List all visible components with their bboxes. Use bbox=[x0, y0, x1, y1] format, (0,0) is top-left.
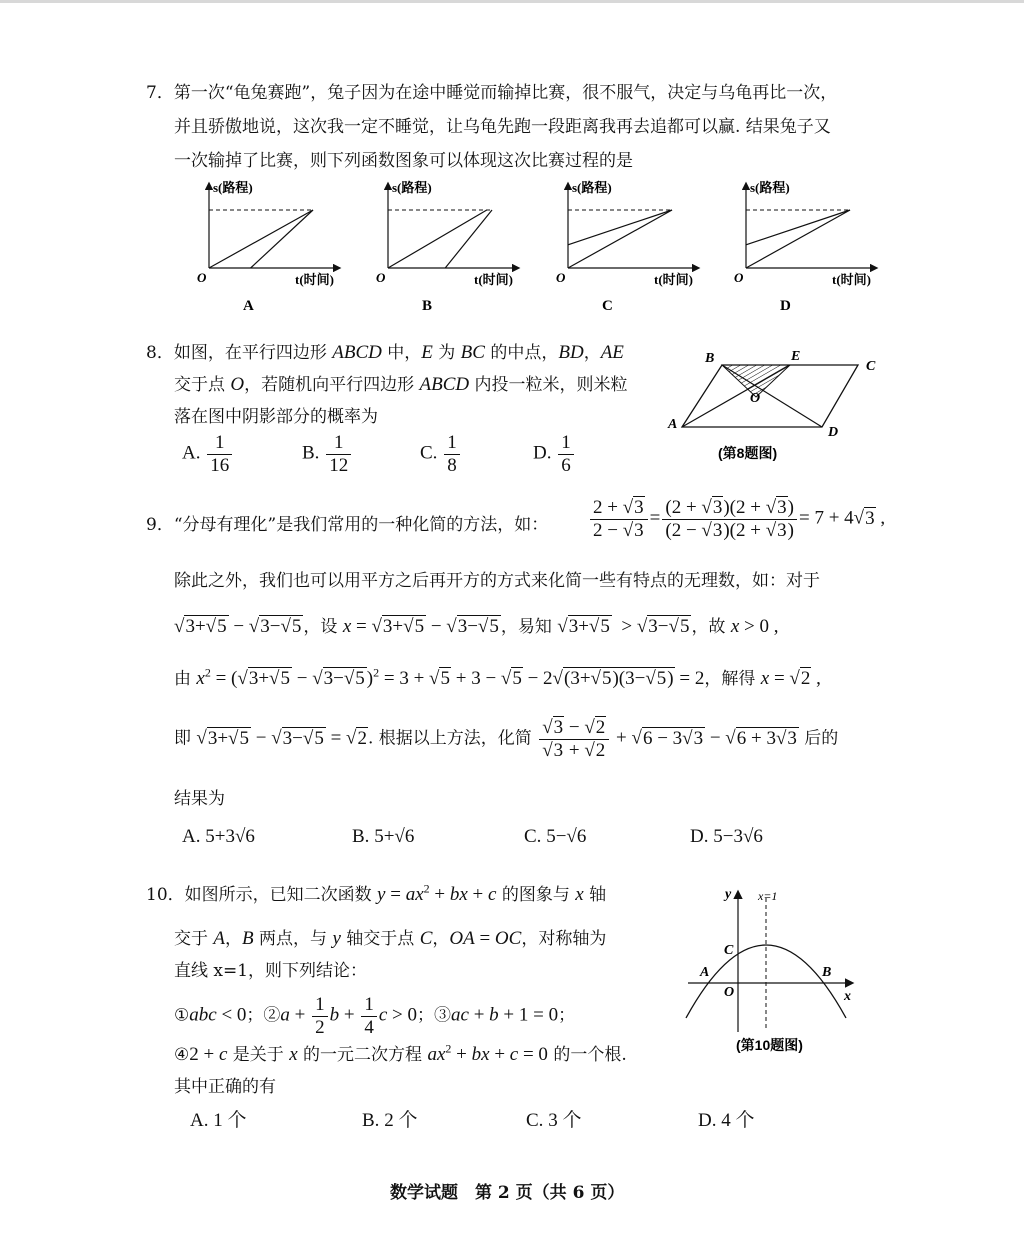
q9-text: “分母有理化”是我们常用的一种化简的方法，如： bbox=[173, 515, 549, 535]
q8-var: BD bbox=[558, 342, 584, 363]
y-axis-label: s(路程) bbox=[750, 180, 790, 195]
x-axis-label: t(时间) bbox=[295, 272, 334, 287]
q10-text: ，对称轴为 bbox=[521, 929, 607, 949]
x-axis-label: t(时间) bbox=[832, 272, 871, 287]
q8-var: BC bbox=[460, 342, 485, 363]
denominator: 12 bbox=[329, 454, 349, 476]
q10-text: ；② bbox=[246, 1005, 281, 1026]
q8-number: 8． bbox=[146, 343, 174, 363]
q9-number: 9． bbox=[146, 515, 174, 535]
origin-label: O bbox=[556, 270, 566, 285]
option-value: 5−3√6 bbox=[713, 826, 763, 847]
q9-line4: 由 $x^2 = (√3+√5 - √3-√5$ )$^2$ = 3 + √5 + 3 − √5 − 2√(3+√5)(3−√5) = 2，解得 x = √2 , bbox=[174, 665, 821, 689]
label-x-equals-1: x=1 bbox=[758, 889, 778, 903]
q9-line5: 即 √3+√5 − √3−√5 = √2. 根据以上方法，化简 $\frac{√3 - √2}{√3 + √2}$ + √6 − 3√3 − √6 + 3√3 后的 bbox=[174, 717, 839, 761]
q8-line1 bbox=[146, 338, 624, 364]
q10-text: ；③ bbox=[417, 1005, 451, 1026]
q10-conclusion-4: ④2 + c 是关于 x 的一元二次方程 $ax^2$ + bx + c = 0 的一个根. bbox=[174, 1041, 627, 1065]
q10-line1: 10．如图所示，已知二次函数 $y = ax^2$ + bx + c 的图象与 x 轴 bbox=[146, 881, 607, 905]
q9-line1 bbox=[146, 510, 548, 535]
q7-graph-a bbox=[193, 178, 353, 318]
q9-option-d bbox=[690, 826, 763, 848]
q9-line2: 除此之外，我们也可以用平方之后再开方的方式来化简一些有特点的无理数，如：对于 bbox=[174, 571, 820, 591]
q10-text: ① bbox=[174, 1005, 190, 1026]
option-letter: C. bbox=[420, 442, 438, 464]
q10-text: 的一元二次方程 bbox=[297, 1045, 428, 1065]
option-letter: A. bbox=[182, 442, 201, 464]
option-value: 5+√6 bbox=[374, 826, 415, 847]
option-value: 1 个 bbox=[213, 1110, 247, 1131]
y-axis-label: s(路程) bbox=[392, 180, 432, 195]
q8-text: ，若随机向平行四边形 bbox=[244, 375, 420, 395]
q10-line3: 直线 x=1，则下列结论： bbox=[174, 961, 368, 981]
q8-text: 如图，在平行四边形 bbox=[173, 343, 333, 363]
q9-option-b bbox=[352, 826, 414, 848]
label-b: B bbox=[822, 965, 832, 980]
q9-line6: 结果为 bbox=[174, 789, 225, 809]
q10-text: 轴 bbox=[583, 885, 607, 905]
numerator: 1 bbox=[558, 432, 574, 455]
option-letter: B. bbox=[302, 442, 320, 464]
option-letter: C. bbox=[524, 826, 542, 847]
option-letter: D. bbox=[533, 442, 552, 464]
q8-parallelogram-figure bbox=[660, 342, 890, 467]
label-y: y bbox=[725, 887, 732, 902]
option-value: 3 个 bbox=[548, 1110, 582, 1131]
x-axis-label: t(时间) bbox=[654, 272, 693, 287]
label-e: E bbox=[791, 349, 801, 364]
q8-text: 中， bbox=[381, 343, 422, 363]
q8-text: 交于点 bbox=[174, 375, 231, 395]
q10-option-d bbox=[698, 1105, 755, 1132]
q10-parabola-figure bbox=[680, 880, 860, 1060]
option-value: 5+3√6 bbox=[205, 826, 255, 847]
q10-text: 两点，与 bbox=[253, 929, 333, 949]
q9-text: 由 bbox=[174, 669, 197, 689]
option-letter: D. bbox=[690, 826, 709, 847]
option-value: 4 个 bbox=[721, 1110, 755, 1131]
q9-text: ，易知 bbox=[500, 617, 558, 637]
y-axis-label: s(路程) bbox=[572, 180, 612, 195]
option-label: C bbox=[602, 298, 613, 314]
q7-graph-d bbox=[730, 178, 890, 318]
graph-line-2 bbox=[445, 210, 492, 268]
q7-line1 bbox=[146, 78, 837, 103]
label-c: C bbox=[866, 359, 876, 374]
label-o: O bbox=[750, 391, 761, 406]
q10-option-c bbox=[526, 1105, 581, 1132]
numerator: 1 bbox=[326, 432, 351, 455]
denominator: 6 bbox=[561, 454, 571, 476]
q8-var: AE bbox=[600, 342, 624, 363]
q10-text: 是关于 bbox=[227, 1045, 290, 1065]
q7-graph-b bbox=[372, 178, 532, 318]
q8-var: ABCD bbox=[332, 342, 382, 363]
option-letter: A. bbox=[190, 1110, 209, 1131]
label-b: B bbox=[705, 351, 715, 366]
option-value: 5−√6 bbox=[546, 826, 587, 847]
q7-graph-c bbox=[552, 178, 712, 318]
q10-text: 如图所示，已知二次函数 bbox=[184, 885, 378, 905]
q10-number: 10． bbox=[146, 885, 185, 905]
q9-option-c bbox=[524, 826, 586, 848]
y-axis-label: s(路程) bbox=[213, 180, 253, 195]
q10-line6: 其中正确的有 bbox=[174, 1077, 276, 1097]
q7-text-1: 第一次“龟兔赛跑”，兔子因为在途中睡觉而输掉比赛，很不服气，决定与乌龟再比一次， bbox=[173, 83, 838, 103]
q9-text: ，设 bbox=[303, 617, 343, 637]
label-o: O bbox=[724, 985, 735, 1000]
q10-text: ④ bbox=[174, 1045, 190, 1065]
fraction bbox=[326, 432, 351, 477]
option-label: B bbox=[422, 298, 433, 314]
option-label: A bbox=[243, 298, 254, 314]
q8-text: ， bbox=[583, 343, 601, 363]
option-value: 2 个 bbox=[384, 1110, 418, 1131]
q9-text: ，故 bbox=[691, 617, 731, 637]
label-d: D bbox=[828, 425, 839, 440]
q8-var: E bbox=[421, 342, 433, 363]
origin-label: O bbox=[376, 270, 386, 285]
q9-option-a bbox=[182, 826, 255, 848]
q7-line3: 一次输掉了比赛，则下列函数图象可以体现这次比赛过程的是 bbox=[174, 151, 633, 171]
q10-line2: 交于 A，B 两点，与 y 轴交于点 C，OA = OC，对称轴为 bbox=[174, 928, 607, 949]
fraction bbox=[207, 432, 232, 477]
origin-label: O bbox=[197, 270, 207, 285]
origin-label: O bbox=[734, 270, 744, 285]
q8-var: O bbox=[230, 374, 245, 395]
top-border bbox=[0, 0, 1024, 3]
graph-line-1 bbox=[388, 210, 487, 268]
q9-text: 后的 bbox=[798, 728, 839, 749]
label-a: A bbox=[700, 965, 710, 980]
q9-line3: √3+√5 − √3−√5 ，设 x = √3+√5 − √3−√5 ，易知 √3+√5 > √3−√5 ，故 x > 0 , bbox=[174, 616, 779, 637]
q10-text: 轴交于点 bbox=[340, 929, 420, 949]
label-x: x bbox=[844, 989, 851, 1004]
q9-text: 即 bbox=[174, 728, 197, 749]
option-letter: B. bbox=[352, 826, 370, 847]
label-a: A bbox=[668, 417, 678, 432]
option-label: D bbox=[780, 298, 791, 314]
q8-option-a bbox=[182, 432, 234, 477]
q8-text: 为 bbox=[432, 343, 461, 363]
figure-caption: (第10题图) bbox=[736, 1037, 803, 1053]
denominator: 16 bbox=[210, 454, 230, 476]
option-letter: A. bbox=[182, 826, 201, 847]
fraction bbox=[444, 432, 460, 477]
q8-option-b bbox=[302, 432, 353, 477]
label-c: C bbox=[724, 943, 734, 958]
q10-option-a bbox=[190, 1105, 247, 1132]
q8-line2 bbox=[174, 370, 628, 396]
figure-caption: (第8题图) bbox=[718, 445, 778, 461]
numerator: 1 bbox=[444, 432, 460, 455]
option-letter: D. bbox=[698, 1110, 717, 1131]
q7-number: 7． bbox=[146, 83, 174, 103]
q10-text: 交于 bbox=[174, 929, 214, 949]
q8-line3: 落在图中阴影部分的概率为 bbox=[174, 407, 378, 427]
graph-line-1 bbox=[209, 210, 313, 268]
option-letter: C. bbox=[526, 1110, 544, 1131]
q8-var: ABCD bbox=[419, 374, 470, 395]
numerator: 1 bbox=[207, 432, 232, 455]
q9-text: ，解得 bbox=[704, 669, 761, 689]
q7-line2: 并且骄傲地说，这次我一定不睡觉，让乌龟先跑一段距离我再去追都可以赢. 结果兔子又 bbox=[174, 117, 831, 137]
x-axis-label: t(时间) bbox=[474, 272, 513, 287]
q10-conclusions-1-3: ①abc < 0；②a + $\frac{1}{2}$ b + $\frac{1}{4}$ c > 0；③ac + b + 1 = 0； bbox=[174, 994, 576, 1038]
q8-option-d bbox=[533, 432, 576, 477]
q10-text: ； bbox=[558, 1005, 576, 1026]
q8-option-c bbox=[420, 432, 462, 477]
q9-text: . 根据以上方法，化简 bbox=[367, 728, 538, 749]
option-letter: B. bbox=[362, 1110, 380, 1131]
q9-example-formula: $\frac{2 + √3}{2 - √3}$ = $\frac{(2 + √3)(2 + √3)}{(2 - √3)(2 + √3)}$ = 7 + 4√3 , bbox=[588, 497, 885, 542]
fraction bbox=[558, 432, 574, 477]
q8-text: 的中点， bbox=[484, 343, 559, 363]
q8-text: 内投一粒米，则米粒 bbox=[469, 375, 628, 395]
q10-option-b bbox=[362, 1105, 417, 1132]
q10-text: 的图象与 bbox=[496, 885, 576, 905]
page-footer: 数学试题 第 2 页（共 6 页） bbox=[390, 1183, 625, 1203]
denominator: 8 bbox=[447, 454, 457, 476]
q10-text: 的一个根. bbox=[547, 1045, 627, 1065]
